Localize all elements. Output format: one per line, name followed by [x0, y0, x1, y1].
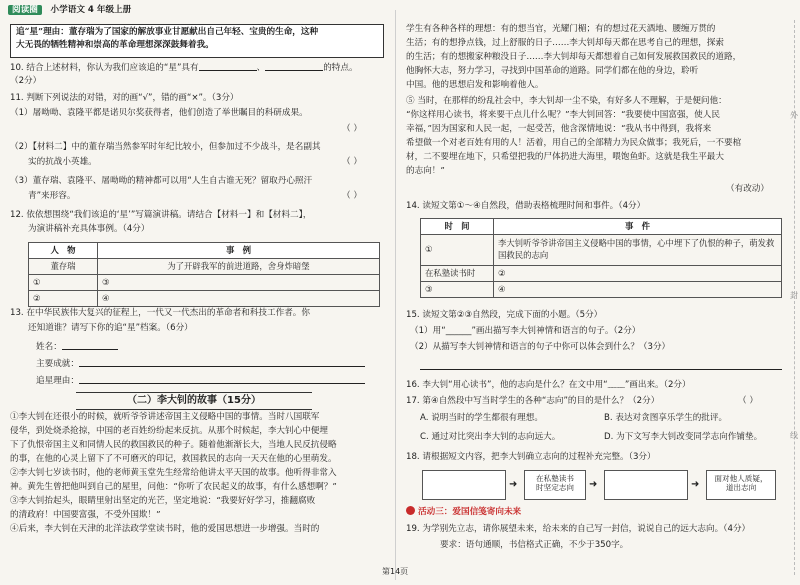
side-mark: 封	[790, 291, 798, 300]
arrow-right-icon: ➜	[509, 479, 518, 490]
story-line: 侵华，到处烧杀抢掠，中国的老百姓纷纷起来反抗。从那个时候起，李大钊心中便埋	[10, 426, 328, 436]
q14-header-event: 事 件	[494, 219, 782, 235]
q15-item-2: （2）从描写李大钊神情和语言的句子中你可以体会到什么？（3分）	[410, 342, 671, 352]
q13-achievement: 主要成就：	[36, 358, 365, 371]
q14-header-time: 时 间	[421, 219, 494, 235]
q17-paren[interactable]: （ ）	[738, 396, 758, 406]
q12-header-example: 事 例	[98, 243, 380, 259]
q19: 19. 为学别先立志，请你展望未来，给未来的自己写一封信，说说自己的远大志向。（4分）	[406, 524, 751, 534]
story-cont-line: 他胸怀大志，努力学习，寻找到中国革命的道路。同学们都在他的身边，聆听	[406, 66, 699, 76]
q14-cell[interactable]: ①	[421, 235, 494, 266]
q11-item-3: （3）董存瑞、袁隆平、屠呦呦的精神都可以用“人生自古谁无死？留取丹心照汗	[10, 176, 313, 186]
arrow-right-icon: ➜	[589, 479, 598, 490]
q12-cell: 为了开辟我军的前进道路，舍身炸暗堡	[98, 259, 380, 275]
q15-item-1: （1）用“______”画出描写李大钊神情和语言的句子。（2分）	[410, 326, 641, 336]
side-mark: 线	[790, 431, 798, 440]
q18-flow-box-2: 面对他人质疑， 道出志向	[706, 470, 776, 500]
activity-icon	[406, 506, 415, 515]
note-line-1: 追“星”理由：董存瑞为了国家的解放事业甘愿献出自己年轻、宝贵的生命，这种	[16, 27, 319, 37]
q10: 10. 结合上述材料，你认为我们应该追的“星”具有 、 的特点。	[10, 63, 358, 73]
q12-cell[interactable]: ④	[98, 291, 380, 307]
story-line: ④后来，李大钊在天津的北洋法政学堂读书时，他的爱国思想进一步增强。当时的	[10, 524, 320, 534]
q14-cell[interactable]: ④	[494, 282, 782, 298]
q14-cell[interactable]: ②	[494, 266, 782, 282]
story-cont-line: ⑤ 当时，在那样的纷乱社会中，李大钊却一尘不染，有好多人不理解，于是便问他：	[406, 96, 727, 106]
story-cont-line: 的生活；有的想搬家种粮没日子……李大钊却每天都想着自己如何发展救国救民的道路，	[406, 52, 742, 62]
story-cont-line: 生活；有的想挣点钱，过上舒服的日子……李大钊却每天都在思考自己的理想，探索	[406, 38, 724, 48]
q18-flow-blank-2[interactable]	[604, 470, 688, 500]
q10-blank-2[interactable]	[265, 62, 323, 71]
q11-item-2: （2）【材料二】中的董存瑞当然参军时年纪比较小，但参加过不少战斗，是名副其	[10, 142, 321, 152]
q12-cell: 董存瑞	[29, 259, 98, 275]
q17-option-b[interactable]: B. 表达对贪图享乐学生的批评。	[604, 413, 728, 423]
q18-flow-box-1: 在私塾读书 时坚定志向	[524, 470, 586, 500]
q12-header-person: 人 物	[29, 243, 98, 259]
q12-cell[interactable]: ②	[29, 291, 98, 307]
q11-paren-2[interactable]: （ ）	[342, 157, 362, 167]
arrow-right-icon: ➜	[691, 479, 700, 490]
q18-title: 18. 请根据短文内容，把李大钊确立志向的过程补充完整。（3分）	[406, 452, 656, 462]
story-line: ③李大钊抬起头，眼睛里射出坚定的光芒，坚定地说：“我要好好学习，推翻腐败	[10, 496, 316, 506]
q17-option-c[interactable]: C. 通过对比突出李大钊的志向远大。	[420, 432, 561, 442]
story-cont-line: “你这样用心读书，将来要干点儿什么呢？”李大钊回答：“我要使中国富强，使人民	[406, 110, 720, 120]
story-line: ①李大钊在还很小的时候，就听爷爷讲述帝国主义侵略中国的事情。当时八国联军	[10, 412, 320, 422]
q17-option-a[interactable]: A. 说明当时的学生都很有理想。	[420, 413, 543, 423]
q14-table	[420, 218, 782, 298]
activity-heading: 活动三：爱国信笺寄向未来	[406, 506, 521, 519]
story-cont-line: 希望做一个对老百姓有用的人！活着，用自己的全部精力为民众做事；我死后，一不要棺	[406, 138, 742, 148]
q11-paren-3[interactable]: （ ）	[342, 191, 362, 201]
header-book: 小学语文 4 年级上册	[50, 5, 132, 15]
story-cont-line: 幸福，”因为国家和人民一起，一起受苦，他含深情地说：“我从书中得到，我将来	[406, 124, 712, 134]
q17-option-d[interactable]: D. 为下文写李大钊改变同学志向作铺垫。	[604, 432, 763, 442]
story-cont-line: 学生有各种各样的理想：有的想当官，光耀门楣；有的想过花天酒地、腰缠万贯的	[406, 24, 716, 34]
q15-title: 15. 读短文第②③自然段，完成下面的小题。（5分）	[406, 310, 603, 320]
page-number: 第14页	[382, 567, 409, 576]
q13-achievement-blank[interactable]	[79, 358, 365, 367]
q11-paren-1[interactable]: （ ）	[342, 124, 362, 134]
q13-title-2: 还知道谁？请写下你的追“星”档案。（6分）	[28, 323, 193, 333]
q12-title-2: 为演讲稿补充具体事例。（4分）	[28, 224, 150, 234]
note-line-2: 大无畏的牺牲精神和崇高的革命理想深深鼓舞着我。	[16, 40, 214, 50]
q16: 16. 李大钊“用心读书”，他的志向是什么？在文中用“﹏﹏”画出来。（2分）	[406, 380, 691, 390]
q11-item-1: （1）屠呦呦、袁隆平都是诺贝尔奖获得者，他们创造了举世瞩目的科研成果。	[10, 108, 308, 118]
q12-table	[28, 242, 380, 307]
q12-cell[interactable]: ①	[29, 275, 98, 291]
story-line: 的事，在他的心灵上留下了不可磨灭的印记，救国救民的志向一天天在他的心里萌发。	[10, 454, 337, 464]
q11-item-3b: 青”来形容。	[28, 191, 76, 201]
q14-cell: 李大钊听爷爷讲帝国主义侵略中国的事情，心中埋下了仇恨的种子，萌发救国救民的志向	[494, 235, 782, 266]
q14-cell: 在私塾读书时	[421, 266, 494, 282]
q11-title: 11. 判断下列说法的对错，对的画“√”，错的画“×”。（3分）	[10, 93, 239, 103]
story-cont-line: 的志向！”	[406, 166, 445, 176]
q18-flow-blank-1[interactable]	[422, 470, 506, 500]
q14-title: 14. 读短文第①～④自然段，借助表格梳理时间和事件。（4分）	[406, 201, 646, 211]
column-divider	[395, 10, 396, 580]
story-line: 的清政府！中国要富强，不受外国欺！”	[10, 510, 161, 520]
story-line: 神。黄先生曾把他叫到自己的屋里，问他：“你听了农民起义的故事，有什么感想啊？”	[10, 482, 337, 492]
q12-cell[interactable]: ③	[98, 275, 380, 291]
q10-score: （2分）	[10, 76, 42, 86]
q12-title: 12. 依依想围绕“我们该追的‘星’”写篇演讲稿。请结合【材料一】和【材料二】，	[10, 210, 312, 220]
q11-item-2b: 实的抗战小英雄。	[28, 157, 97, 167]
q13-reason-blank[interactable]	[79, 375, 365, 384]
header-tag: 阅读圈	[8, 5, 42, 15]
section-title: （二）李大钊的故事（15分）	[76, 392, 312, 410]
q19-requirement: 要求：语句通顺，书信格式正确，不少于350字。	[440, 540, 629, 550]
header	[8, 5, 131, 17]
q17-title: 17. 第④自然段中写当时学生的各种“志向”的目的是什么？（2分）	[406, 396, 660, 406]
q13-title: 13. 在中华民族伟大复兴的征程上，一代又一代杰出的革命者和科技工作者。你	[10, 308, 310, 318]
story-line: ②李大钊七岁读书时，他的老师黄玉堂先生经常给他讲太平天国的故事。他听得非常入	[10, 468, 337, 478]
story-source: （有改动）	[726, 184, 769, 194]
story-cont-line: 材，二不要埋在地下，只希望把我的尸体扔进大海里，喂饱鱼虾。这就是我生平最大	[406, 152, 724, 162]
story-cont-line: 中国。他的思想启发和影响着他人。	[406, 80, 544, 90]
q13-name: 姓名：	[36, 341, 118, 354]
side-mark: 外	[790, 111, 798, 120]
q13-reason: 追星理由：	[36, 375, 365, 388]
q13-name-blank[interactable]	[62, 341, 118, 350]
q14-cell[interactable]: ③	[421, 282, 494, 298]
q10-blank-1[interactable]	[199, 62, 257, 71]
q15-answer-line[interactable]	[420, 369, 782, 370]
story-line: 下了仇恨帝国主义和同情人民的救国救民的种子。随着他渐渐长大，当地人民反抗侵略	[10, 440, 337, 450]
